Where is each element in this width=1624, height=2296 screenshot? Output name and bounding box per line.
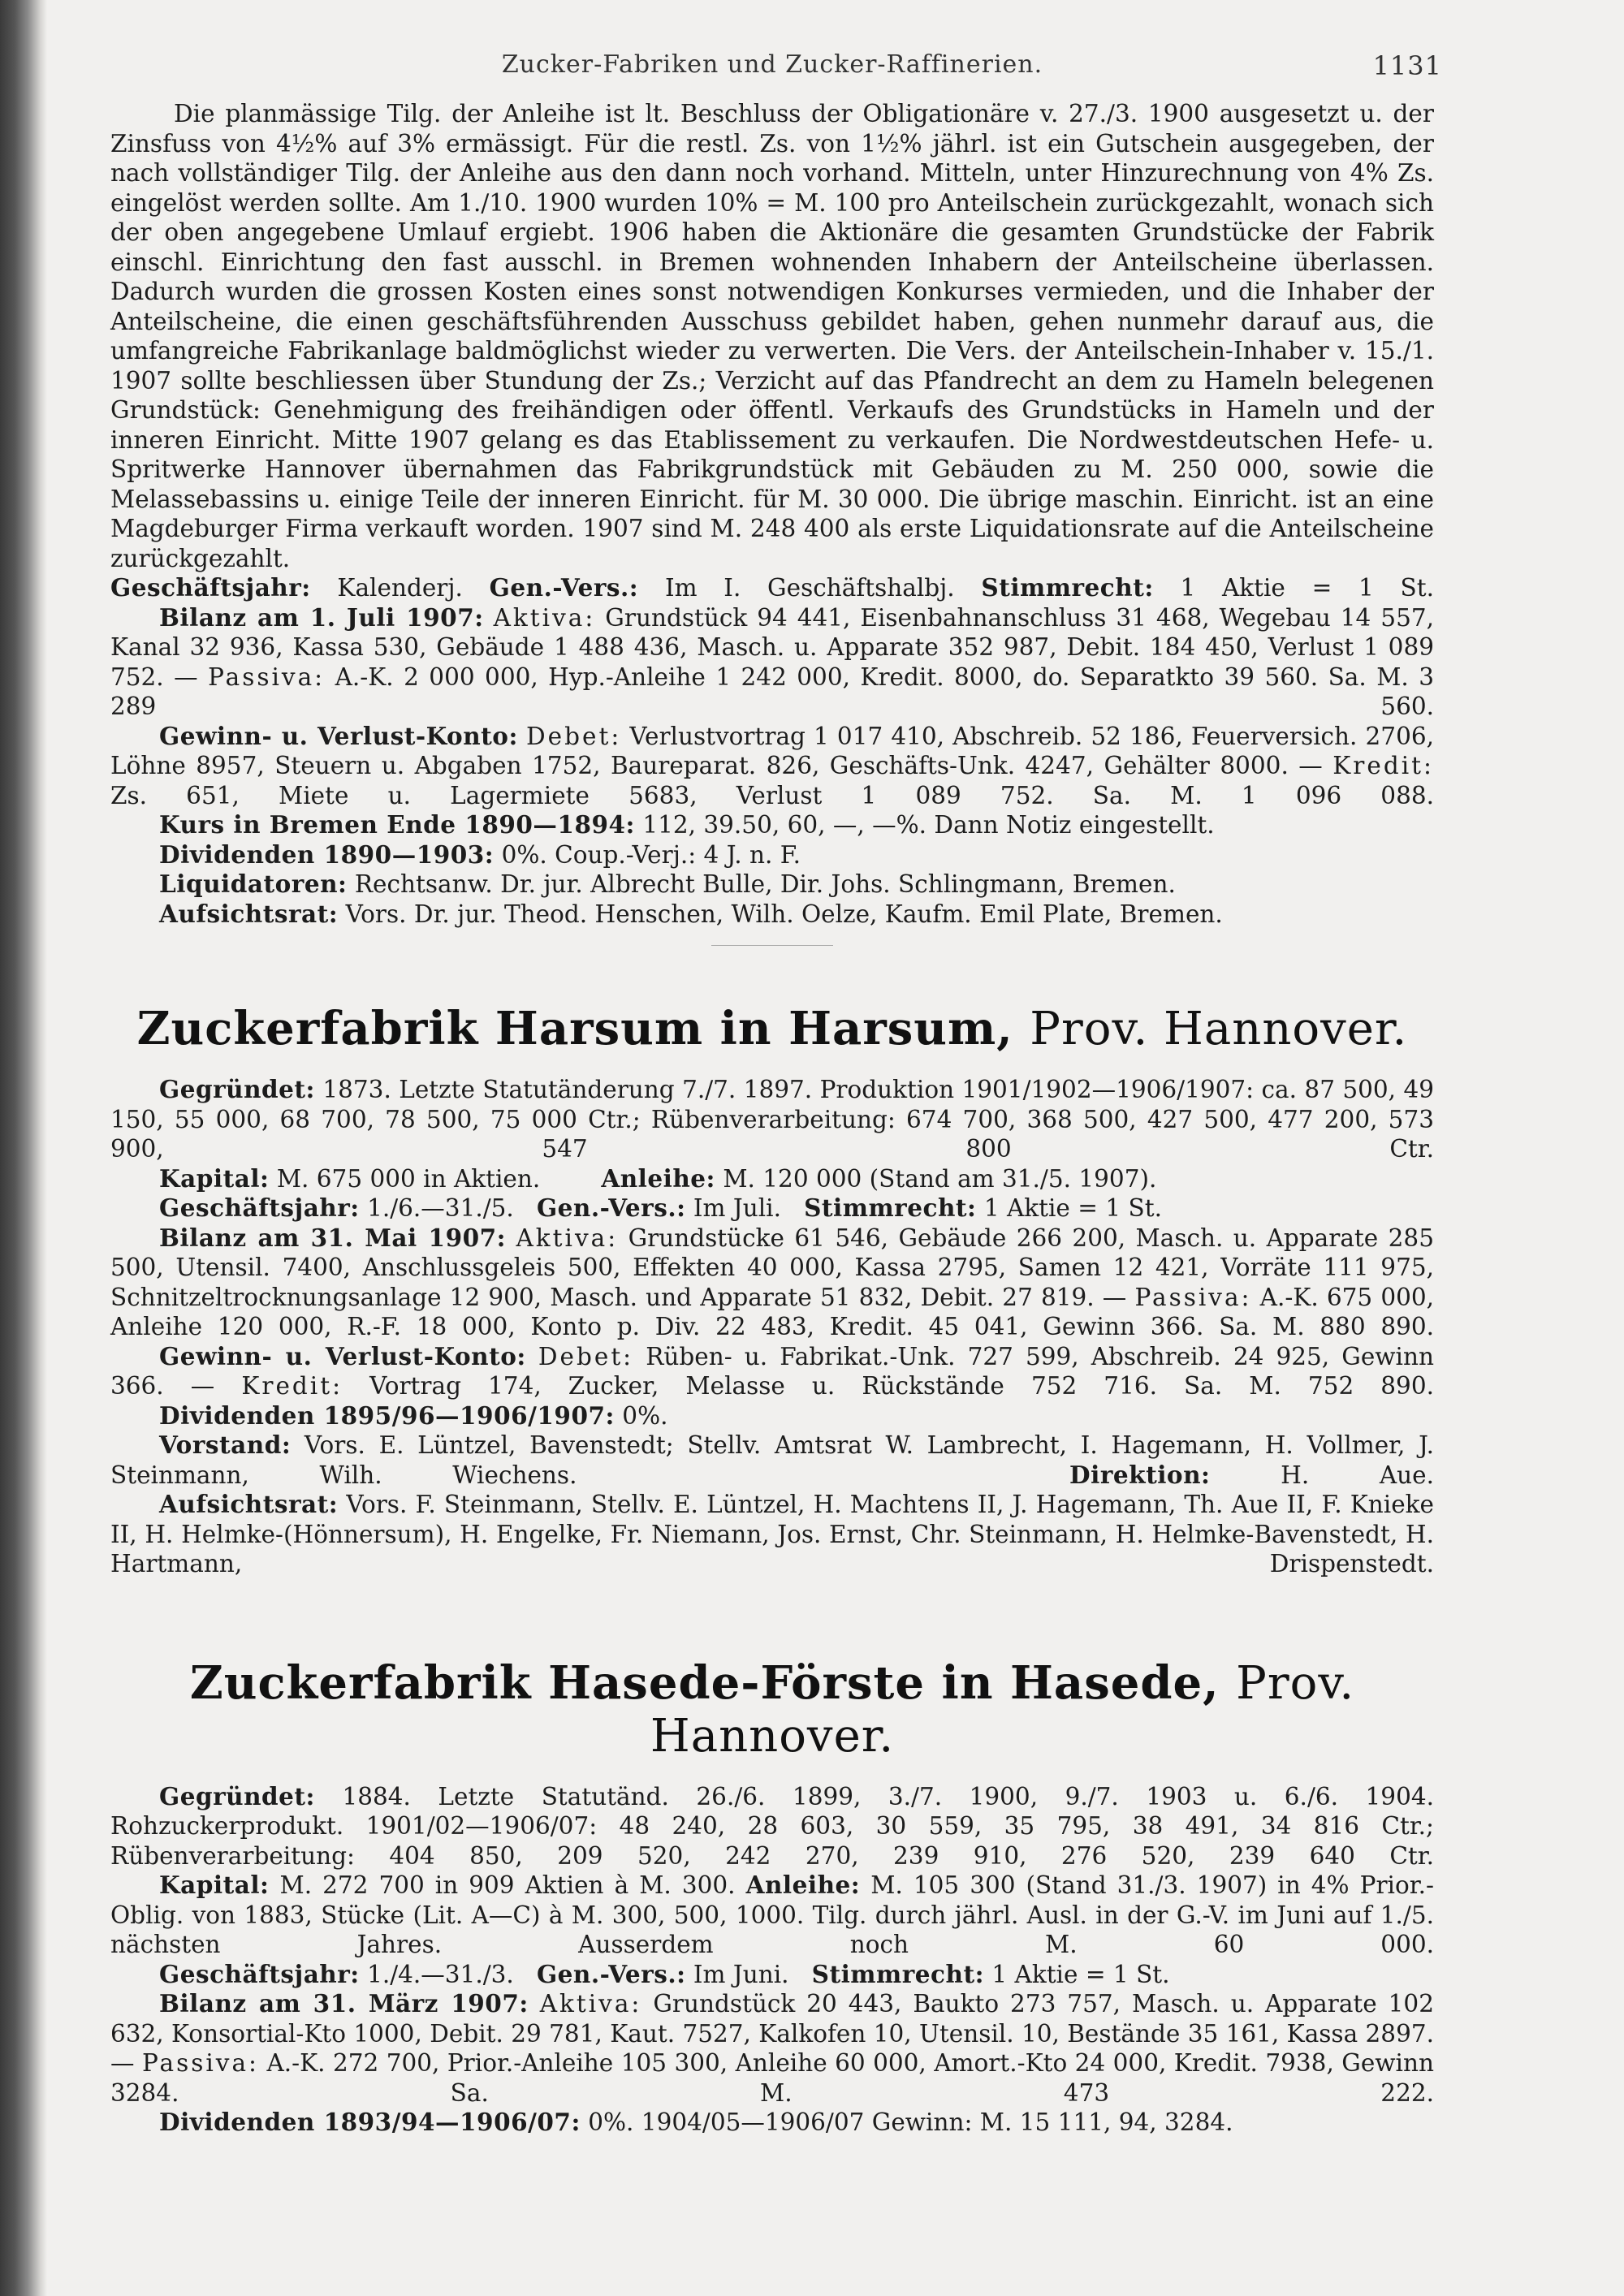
company-heading: Zuckerfabrik Hasede-Förste in Hasede, Prov. Hannover. bbox=[189, 1655, 1355, 1763]
supervisory-board-line: Aufsichtsrat: Vors. Dr. jur. Theod. Henschen, Wilh. Oelze, Kaufm. Emil Plate, Bremen. bbox=[159, 899, 1223, 928]
paragraph-bond-liquidation: Die planmässige Tilg. der Anleihe ist lt. Beschluss der Obligationäre v. 27./3. 1900 ausgesetzt u. der Zinsfuss von 4½% auf 3% ermässigt. Für die restl. Zs. von 1½% jährl. ist ein Gutschein ausgegeben, der nach vollständiger Tilg. der Anleihe aus den dann noch vorhand. Mitteln, unter Hinzurechnung von 4% Zs. eingelöst werden sollte. Am 1./10. 1900 wurden 10% = M. 100 pro Anteilschein zurückgezahlt, wonach sich der oben angegebene Umlauf ergiebt. 1906 haben die Aktionäre die gesamten Grundstücke der Fabrik einschl. Einrichtung den fast ausschl. in Bremen wohnenden Inhabern der Anteilscheine überlassen. Dadurch wurden die grossen Kosten eines sonst notwendigen Konkurses vermieden, und die Inhaber der Anteilscheine, die einen geschäftsführenden Ausschuss gebildet haben, gehen nunmehr darauf aus, die umfangreiche Fabrikanlage baldmöglichst wieder zu verwerten. Die Vers. der Anteilschein-Inhaber v. 15./1. 1907 sollte beschliessen über Stundung der Zs.; Verzicht auf das Pfandrecht an dem zu Hameln belegenen Grundstück: Genehmigung des freihändigen oder öffentl. Verkaufs des Grundstücks in Hameln und der inneren Einricht. Mitte 1907 gelang es das Etablissement zu verkaufen. Die Nordwestdeutschen Hefe- u. Spritwerke Hannover übernahmen das Fabrikgrundstück mit Gebäuden zu M. 250 000, sowie die Melassebassins u. einige Teile der inneren Einricht. für M. 30 000. Die übrige maschin. Einricht. ist an eine Magdeburger Firma verkauft worden. 1907 sind M. 248 400 als erste Liquidationsrate auf die Anteilscheine zurückgezahlt. bbox=[110, 100, 1434, 572]
liquidators-line: Liquidatoren: Rechtsanw. Dr. jur. Albrecht Bulle, Dir. Johs. Schlingmann, Bremen. bbox=[159, 870, 1176, 898]
section-hasede bbox=[110, 1657, 1434, 2138]
supervisory-board-line: Aufsichtsrat: Vors. F. Steinmann, Stellv. E. Lüntzel, H. Machtens II, J. Hagemann, Th. Aue II, F. Knieke II, H. Helmke-(Hönnersum), H. Engelke, Fr. Niemann, Jos. Ernst, Chr. Steinmann, H. Helmke-Bavenstedt, H. Hartmann, Drispenstedt. bbox=[110, 1490, 1434, 1577]
meeting-line: Geschäftsjahr: 1./4.—31./3. Gen.-Vers.: Im Juni. Stimmrecht: 1 Aktie = 1 St. bbox=[159, 1959, 1170, 1988]
balance-sheet: Bilanz am 31. März 1907: Aktiva: Grundstück 20 443, Baukto 273 757, Masch. u. Apparate 102 632, Konsortial-Kto 1000, Debit. 29 781, Kaut. 7527, Kalkofen 10, Utensil. 10, Bestände 35 161, Kassa 2897. — Passiva: A.-K. 272 700, Prior.-Anleihe 105 300, Anleihe 60 000, Amort.-Kto 24 000, Kredit. 7938, Gewinn 3284. Sa. M. 473 222. bbox=[110, 1989, 1434, 2107]
meeting-line: Geschäftsjahr: Kalenderj. Gen.-Vers.: Im I. Geschäftshalbj. Stimmrecht: 1 Aktie = 1 St. bbox=[110, 573, 1434, 602]
dividend-line: Dividenden 1890—1903: 0%. Coup.-Verj.: 4 J. n. F. bbox=[159, 839, 801, 869]
dividend-line: Dividenden 1893/94—1906/07: 0%. 1904/05—1906/07 Gewinn: M. 15 111, 94, 3284. bbox=[159, 2108, 1233, 2136]
binding-edge bbox=[0, 0, 47, 2296]
section-continuation bbox=[110, 99, 1434, 929]
profit-loss: Gewinn- u. Verlust-Konto: Debet: Verlustvortrag 1 017 410, Abschreib. 52 186, Feuerversich. 2706, Löhne 8957, Steuern u. Abgaben 1752, Baureparat. 826, Geschäfts-Unk. 4247, Gehälter 8000. — Kredit: Zs. 651, Miete u. Lagermiete 5683, Verlust 1 089 752. Sa. M. 1 096 088. bbox=[110, 721, 1434, 809]
running-header bbox=[110, 50, 1442, 99]
balance-sheet: Bilanz am 1. Juli 1907: Aktiva: Grundstück 94 441, Eisenbahnanschluss 31 468, Wegebau 14 557, Kanal 32 936, Kassa 530, Gebäude 1 488 436, Masch. u. Apparate 352 987, Debit. 184 450, Verlust 1 089 752. — Passiva: A.-K. 2 000 000, Hyp.-Anleihe 1 242 000, Kredit. 8000, do. Separatkto 39 560. Sa. M. 3 289 560. bbox=[110, 602, 1434, 720]
section-divider bbox=[711, 945, 833, 946]
company-heading: Zuckerfabrik Harsum in Harsum, Prov. Hannover. bbox=[136, 1002, 1408, 1055]
executive-board-line: Vorstand: Vors. E. Lüntzel, Bavenstedt; Stellv. Amtsrat W. Lambrecht, I. Hagemann, H. Vollmer, J. Steinmann, Wilh. Wiechens. Direktion: H. Aue. bbox=[110, 1431, 1434, 1489]
meeting-line: Geschäftsjahr: 1./6.—31./5. Gen.-Vers.: Im Juli. Stimmrecht: 1 Aktie = 1 St. bbox=[159, 1193, 1162, 1222]
section-harsum bbox=[110, 1003, 1434, 1579]
capital-line: Kapital: M. 272 700 in 909 Aktien à M. 300. Anleihe: M. 105 300 (Stand 31./3. 1907) in 4% Prior.-Oblig. von 1883, Stücke (Lit. A—C) à M. 300, 500, 1000. Tilg. durch jährl. Ausl. in der G.-V. im Juni auf 1./5. nächsten Jahres. Ausserdem noch M. 60 000. bbox=[110, 1871, 1434, 1958]
capital-line: Kapital: M. 675 000 in Aktien. Anleihe: M. 120 000 (Stand am 31./5. 1907). bbox=[159, 1163, 1157, 1193]
running-title: Zucker-Fabriken und Zucker-Raffinerien. bbox=[501, 50, 1043, 79]
price-line: Kurs in Bremen Ende 1890—1894: 112, 39.50, 60, —, —%. Dann Notiz eingestellt. bbox=[159, 810, 1215, 839]
page-number: 1131 bbox=[1372, 50, 1442, 81]
dividend-line: Dividenden 1895/96—1906/1907: 0%. bbox=[159, 1400, 668, 1430]
founded-line: Gegründet: 1884. Letzte Statutänd. 26./6. 1899, 3./7. 1900, 9./7. 1903 u. 6./6. 1904. Rohzuckerprodukt. 1901/02—1906/07: 48 240, 28 603, 30 559, 35 795, 38 491, 34 816 Ctr.; Rübenverarbeitung: 404 850, 209 520, 242 270, 239 910, 276 520, 239 640 Ctr. bbox=[110, 1781, 1434, 1870]
balance-sheet: Bilanz am 31. Mai 1907: Aktiva: Grundstücke 61 546, Gebäude 266 200, Masch. u. Apparate 285 500, Utensil. 7400, Anschlussgeleis 500, Effekten 40 000, Kassa 2795, Samen 12 421, Vorräte 111 975, Schnitzeltrocknungsanlage 12 900, Masch. und Apparate 51 832, Debit. 27 819. — Passiva: A.-K. 675 000, Anleihe 120 000, R.-F. 18 000, Konto p. Div. 22 483, Kredit. 45 041, Gewinn 366. Sa. M. 880 890. bbox=[110, 1223, 1434, 1340]
founded-line: Gegründet: 1873. Letzte Statutänderung 7./7. 1897. Produktion 1901/1902—1906/1907: ca. 87 500, 49 150, 55 000, 68 700, 78 500, 75 000 Ctr.; Rübenverarbeitung: 674 700, 368 500, 427 500, 477 200, 573 900, 547 800 Ctr. bbox=[110, 1075, 1434, 1163]
profit-loss: Gewinn- u. Verlust-Konto: Debet: Rüben- u. Fabrikat.-Unk. 727 599, Abschreib. 24 925, Gewinn 366. — Kredit: Vortrag 174, Zucker, Melasse u. Rückstände 752 716. Sa. M. 752 890. bbox=[110, 1341, 1434, 1400]
page bbox=[110, 50, 1442, 2138]
